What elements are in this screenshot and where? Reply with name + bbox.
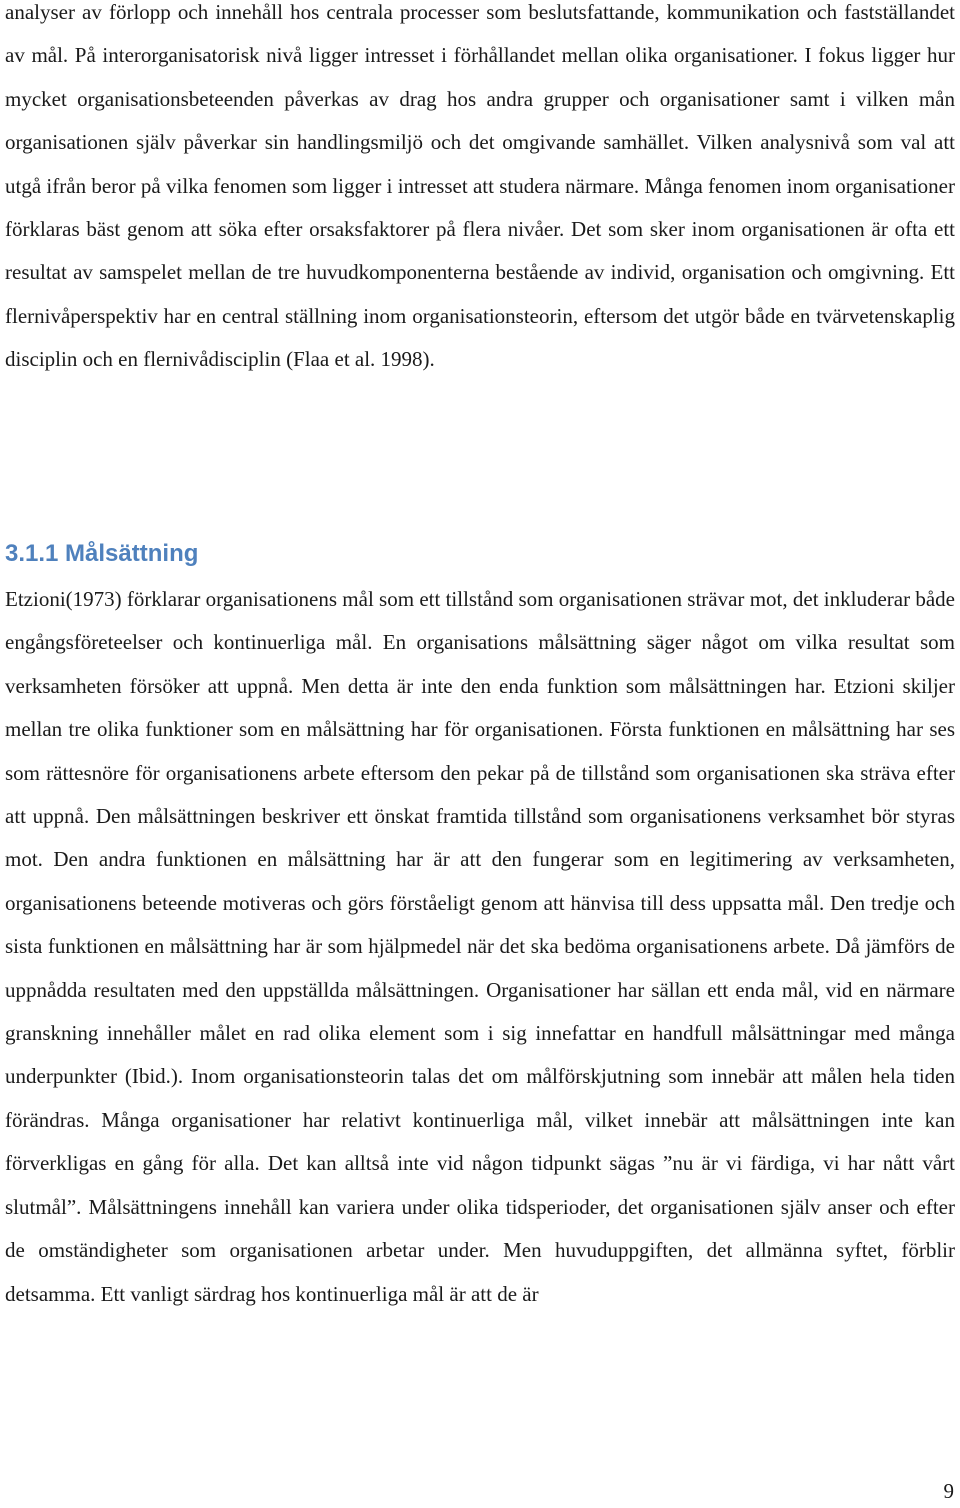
section-heading: 3.1.1 Målsättning [5, 540, 199, 567]
body-paragraph-goal-setting: Etzioni(1973) förklarar organisationens mål som ett tillstånd som organisationen strävar mot, det inkluderar både engångsföreteelser och kontinuerliga mål. En organisations målsättning säger något om vilka resultat som verksamheten försöker att uppnå. Men detta är inte den enda funktion som målsättningen har. Etzioni skiljer mellan tre olika funktioner som en målsättning har för organisationen. Första funktionen en målsättning har ses som rättesnöre för organisationens arbete eftersom den pekar på de tillstånd som organisationen ska sträva efter att uppnå. Den målsättningen beskriver ett önskat framtida tillstånd som organisationens verksamhet bör styras mot. Den andra funktionen en målsättning har är att den fungerar som en legitimering av verksamheten, organisationens beteende motiveras och görs förståeligt genom att hänvisa till dess uppsatta mål. Den tredje och sista funktionen en målsättning har är som hjälpmedel när det ska bedöma organisationens arbete. Då jämförs de uppnådda resultaten med den uppställda målsättningen. Organisationer har sällan ett enda mål, vid en närmare granskning innehåller målet en rad olika element som i sig innefattar en handfull målsättningar med många underpunkter (Ibid.). Inom organisationsteorin talas det om målförskjutning som innebär att målen hela tiden förändras. Många organisationer har relativt kontinuerliga mål, vilket innebär att målsättningen inte kan förverkligas en gång för alla. Det kan alltså inte vid någon tidpunkt sägas ”nu är vi färdiga, vi har nått vårt slutmål”. Målsättningens innehåll kan variera under olika tidsperioder, det organisationen själv anser och efter de omständigheter som organisationen arbetar under. Men huvuduppgiften, det allmänna syftet, förblir detsamma. Ett vanligt särdrag hos kontinuerliga mål är att de är [5, 587, 955, 1306]
page-number: 9 [943, 1479, 954, 1503]
body-paragraph-analysis-levels: analyser av förlopp och innehåll hos centrala processer som beslutsfattande, kommunikation och fastställandet av mål. På interorganisatorisk nivå ligger intresset i förhållandet mellan olika organisationer. I fokus ligger hur mycket organisationsbeteenden påverkas av drag hos andra grupper och organisationer samt i vilken mån organisationen själv påverkar sin handlingsmiljö och det omgivande samhället. Vilken analysnivå som val att utgå ifrån beror på vilka fenomen som ligger i intresset att studera närmare. Många fenomen inom organisationer förklaras bäst genom att söka efter orsaksfaktorer på flera nivåer. Det som sker inom organisationen är ofta ett resultat av samspelet mellan de tre huvudkomponenterna bestående av individ, organisation och omgivning. Ett flernivåperspektiv har en central ställning inom organisationsteorin, eftersom det utgör både en tvärvetenskaplig disciplin och en flernivådisciplin (Flaa et al. 1998). [5, 0, 955, 372]
